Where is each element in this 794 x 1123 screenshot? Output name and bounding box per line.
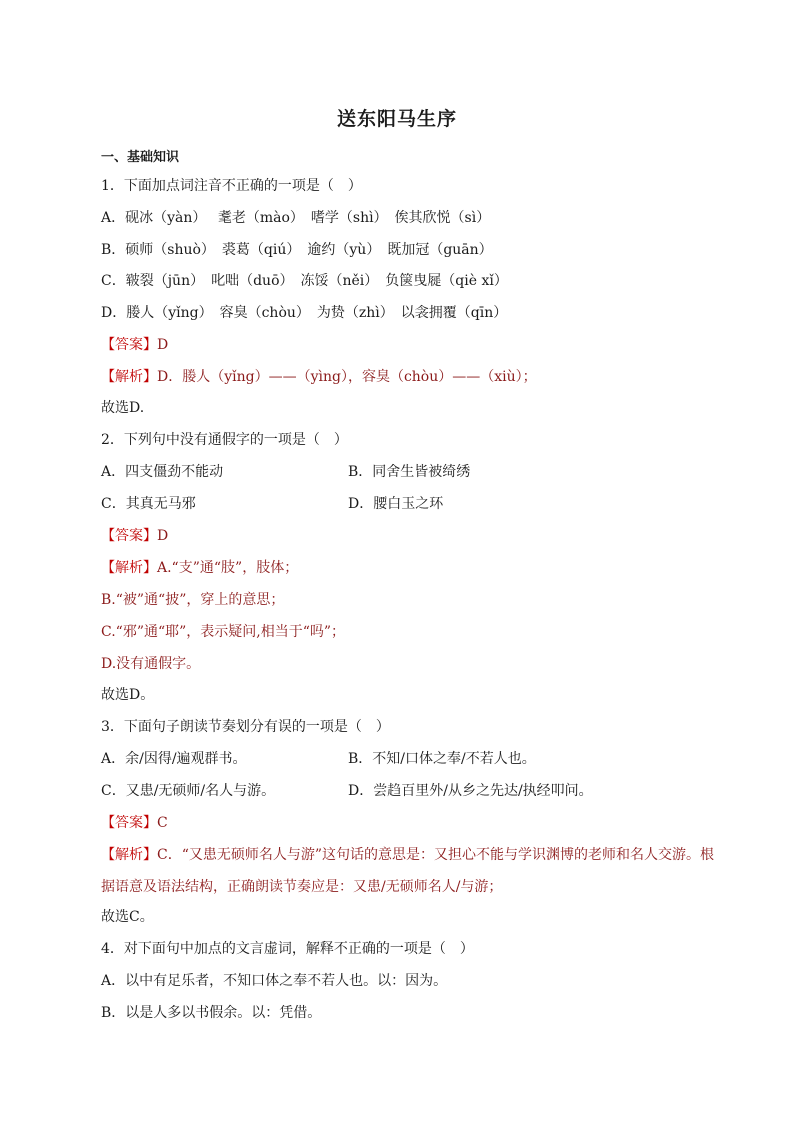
q2-option-d: D．腰白玉之环 xyxy=(348,496,444,512)
q2-option-b: B．同舍生皆被绮绣 xyxy=(348,464,471,480)
q3-stem: 3．下面句子朗读节奏划分有误的一项是（ ） xyxy=(101,719,390,735)
analysis-text: D．媵人（yǐng）——（yìng），容臭（chòu）——（xiù）； xyxy=(157,369,537,385)
q1-option-c: C．皲裂（jūn） 叱咄（duō） 冻馁（něi） 负箧曳屣（qiè xǐ） xyxy=(101,273,508,289)
answer-value: C xyxy=(157,815,168,831)
q3-analysis xyxy=(101,839,723,903)
q3-option-b: B．不知/口体之奉/不若人也。 xyxy=(348,751,536,767)
q1-option-d: D．媵人（yǐng） 容臭（chòu） 为贽（zhì） 以衾拥覆（qīn） xyxy=(101,305,508,321)
q2-answer xyxy=(101,526,168,546)
q1-conclusion: 故选D. xyxy=(101,400,145,416)
q1-option-a: A．砚冰（yàn） 耄老（mào） 嗜学（shì） 俟其欣悦（sì） xyxy=(101,210,491,226)
analysis-text: A.“支”通“肢”，肢体； xyxy=(157,560,299,576)
q1-answer xyxy=(101,335,168,355)
q2-analysis-line4: D.没有通假字。 xyxy=(101,656,201,672)
analysis-text: C．“又患无硕师名人与游”这句话的意思是：又担心不能与学识渊博的老师和名人交游。根据语意及语法结构，正确朗读节奏应是：又患/无硕师名人/与游； xyxy=(101,847,715,895)
q3-option-d: D．尝趋百里外/从乡之先达/执经叩问。 xyxy=(348,783,593,799)
answer-value: D xyxy=(157,337,169,353)
analysis-tag: 【解析】 xyxy=(101,369,157,385)
q4-option-b: B．以是人多以书假余。以：凭借。 xyxy=(101,1005,322,1021)
q3-answer xyxy=(101,813,168,833)
q2-analysis xyxy=(101,558,298,578)
q2-stem: 2．下列句中没有通假字的一项是（ ） xyxy=(101,432,348,448)
q4-option-a: A．以中有足乐者，不知口体之奉不若人也。以：因为。 xyxy=(101,973,448,989)
q1-stem: 1．下面加点词注音不正确的一项是（ ） xyxy=(101,178,362,194)
page-title: 送东阳马生序 xyxy=(336,108,457,130)
analysis-tag: 【解析】 xyxy=(101,847,157,863)
q1-option-b: B．硕师（shuò） 裘葛（qiú） 逾约（yù） 既加冠（guān） xyxy=(101,242,493,258)
answer-tag: 【答案】 xyxy=(101,815,157,831)
section-heading: 一、基础知识 xyxy=(101,150,180,165)
q3-conclusion: 故选C。 xyxy=(101,909,154,925)
q1-analysis xyxy=(101,367,537,387)
answer-value: D xyxy=(157,528,169,544)
answer-tag: 【答案】 xyxy=(101,528,157,544)
q2-option-a: A．四支僵劲不能动 xyxy=(101,464,224,480)
q2-option-c: C．其真无马邪 xyxy=(101,496,196,512)
q3-option-a: A．余/因得/遍观群书。 xyxy=(101,751,247,767)
q2-conclusion: 故选D。 xyxy=(101,687,155,703)
q2-analysis-line3: C.“邪”通“耶”，表示疑问,相当于“吗”； xyxy=(101,624,346,640)
q4-stem: 4．对下面句中加点的文言虚词，解释不正确的一项是（ ） xyxy=(101,941,474,957)
analysis-tag: 【解析】 xyxy=(101,560,157,576)
q2-analysis-line2: B.“被”通“披”，穿上的意思； xyxy=(101,592,285,608)
answer-tag: 【答案】 xyxy=(101,337,157,353)
q3-option-c: C．又患/无硕师/名人与游。 xyxy=(101,783,276,799)
